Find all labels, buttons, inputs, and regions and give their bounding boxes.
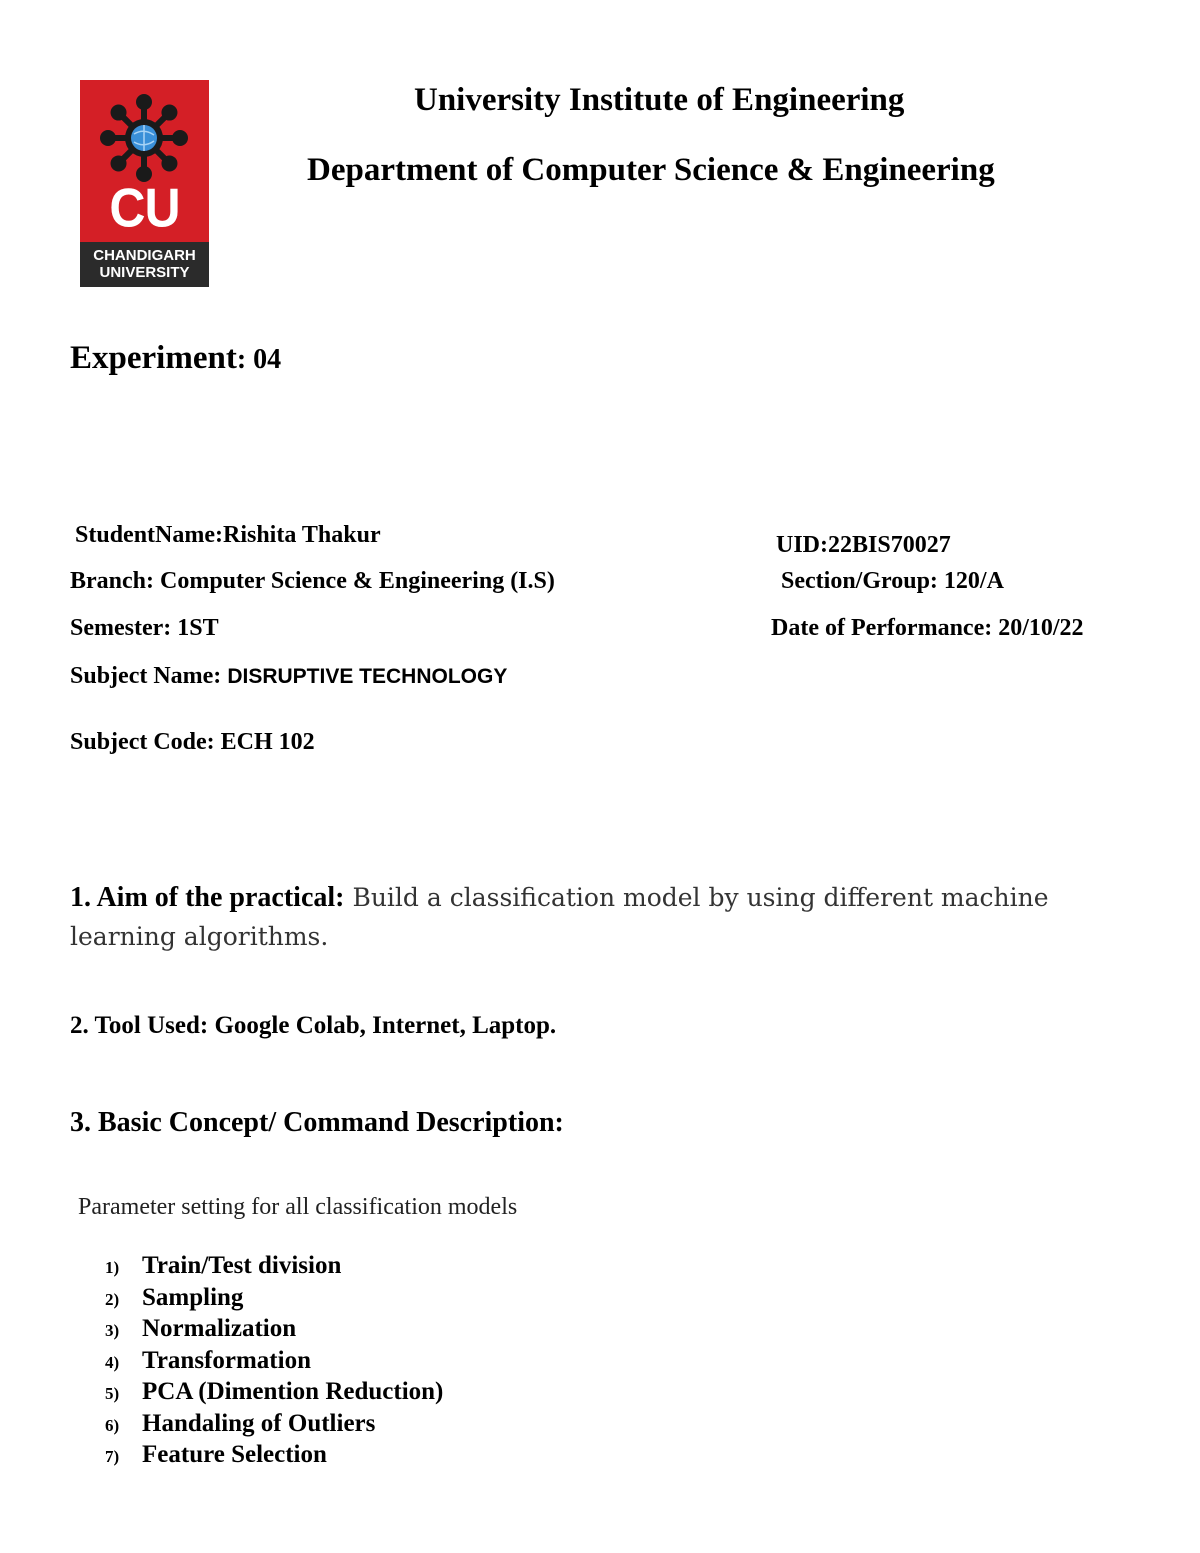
subject-name-label: Subject Name: <box>70 663 228 689</box>
date-of-performance: Date of Performance: 20/10/22 <box>771 615 1084 641</box>
aim-text-continued: learning algorithms. <box>70 922 329 951</box>
experiment-number: 04 <box>253 344 282 375</box>
subject-name-value: DISRUPTIVE TECHNOLOGY <box>227 665 508 688</box>
tool-used: 2. Tool Used: Google Colab, Internet, Laptop. <box>70 1012 557 1039</box>
logo-initials: CU <box>109 177 180 239</box>
list-item <box>105 1315 443 1347</box>
list-item <box>105 1284 443 1316</box>
student-name: StudentName:Rishita Thakur <box>75 522 381 548</box>
list-item-text: Handaling of Outliers <box>142 1409 376 1437</box>
institute-title: University Institute of Engineering <box>414 82 905 118</box>
experiment-label: Experiment <box>70 340 237 376</box>
list-item-number: 3) <box>105 1321 120 1340</box>
experiment-separator: : <box>236 344 254 375</box>
aim-section <box>70 882 1049 914</box>
list-item-text: Train/Test division <box>142 1252 342 1279</box>
department-title: Department of Computer Science & Engineering <box>307 152 995 188</box>
experiment-heading <box>70 340 281 377</box>
list-item-text: PCA (Dimention Reduction) <box>142 1378 444 1405</box>
list-item-number: 7) <box>105 1447 120 1466</box>
list-item <box>105 1410 443 1442</box>
list-item-number: 1) <box>105 1258 120 1277</box>
logo-line-2: UNIVERSITY <box>99 264 190 281</box>
subject-code: Subject Code: ECH 102 <box>70 729 315 755</box>
list-item-number: 4) <box>105 1352 120 1372</box>
list-item <box>105 1347 443 1379</box>
list-item <box>105 1441 443 1473</box>
concept-heading: 3. Basic Concept/ Command Description: <box>70 1107 564 1138</box>
list-item-number: 2) <box>105 1289 120 1309</box>
branch: Branch: Computer Science & Engineering (I.S) <box>70 568 555 594</box>
student-uid: UID:22BIS70027 <box>776 532 951 558</box>
list-item-number: 6) <box>105 1415 120 1435</box>
list-item-text: Sampling <box>142 1283 244 1311</box>
list-item-number: 5) <box>105 1384 120 1403</box>
list-item-text: Feature Selection <box>142 1441 327 1468</box>
list-item-text: Transformation <box>142 1346 311 1374</box>
aim-label: 1. Aim of the practical: <box>70 882 345 913</box>
list-item-text: Normalization <box>142 1315 297 1342</box>
logo-line-1: CHANDIGARH <box>93 247 196 264</box>
semester: Semester: 1ST <box>70 615 219 641</box>
subject-name <box>70 663 507 690</box>
list-item <box>105 1252 443 1284</box>
aim-text: Build a classification model by using different machine <box>344 883 1049 912</box>
list-item <box>105 1378 443 1410</box>
university-logo <box>80 80 209 287</box>
gear-emblem-icon <box>94 88 194 188</box>
concept-list <box>105 1252 443 1473</box>
parameter-intro: Parameter setting for all classification models <box>78 1194 518 1220</box>
section-group: Section/Group: 120/A <box>781 568 1004 594</box>
